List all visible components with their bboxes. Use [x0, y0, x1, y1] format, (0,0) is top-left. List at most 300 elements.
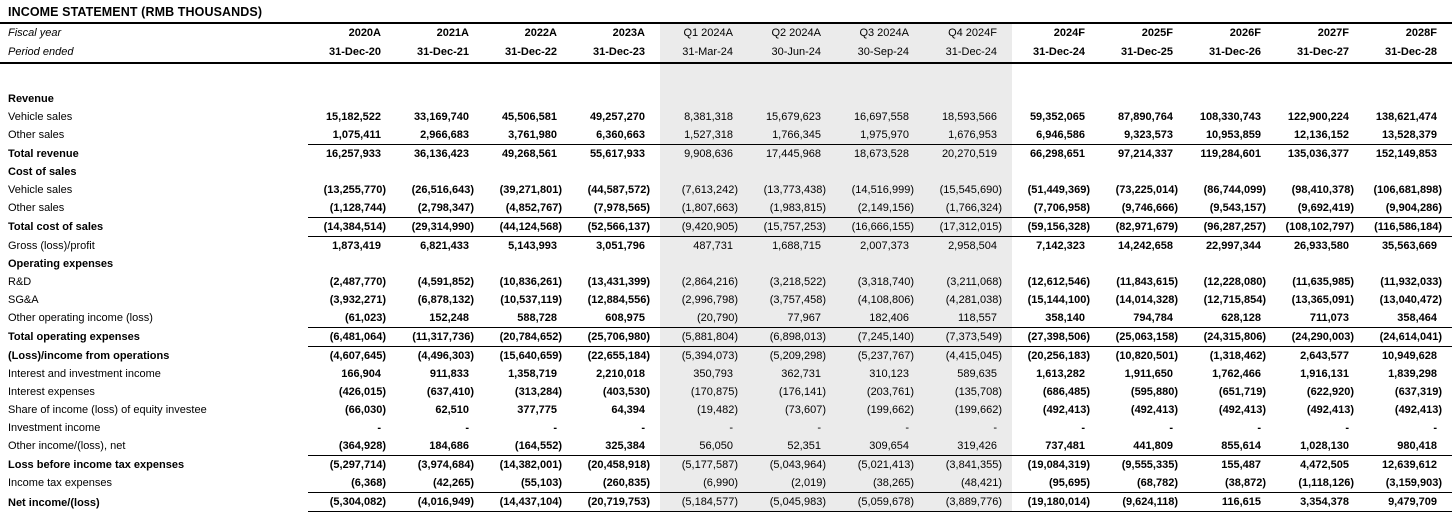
cell: (5,184,577) — [660, 493, 748, 512]
cell: 55,617,933 — [589, 148, 645, 160]
cell: (2,487,770) — [329, 276, 386, 288]
cell: (19,180,014) — [1012, 493, 1100, 512]
row-other-sales — [0, 199, 1452, 218]
cell — [748, 63, 836, 77]
cell: 1,527,318 — [660, 126, 748, 145]
cell: (6,990) — [660, 474, 748, 493]
row-label: Interest and investment income — [8, 368, 161, 380]
cell: 1,839,298 — [1388, 368, 1437, 380]
cell: (66,030) — [345, 404, 386, 416]
cell: 1,762,466 — [1212, 368, 1261, 380]
cell: (26,516,643) — [411, 184, 474, 196]
cell: 6,360,663 — [572, 126, 660, 145]
cell: 350,793 — [660, 365, 748, 383]
row-label: Cost of sales — [8, 166, 77, 178]
cell: (15,757,253) — [748, 218, 836, 237]
cell — [308, 255, 396, 273]
cell: (3,159,903) — [1364, 474, 1452, 493]
cell: (25,706,980) — [572, 328, 660, 347]
cell: (3,211,068) — [924, 273, 1012, 291]
cell: - — [553, 422, 557, 434]
cell — [396, 77, 484, 90]
cell — [1188, 255, 1276, 273]
cell: 10,949,628 — [1381, 350, 1437, 362]
cell: (86,744,099) — [1203, 184, 1266, 196]
cell: 10,953,859 — [1188, 126, 1276, 145]
cell: (4,016,949) — [396, 493, 484, 512]
cell: (11,317,736) — [396, 328, 484, 347]
cell: - — [377, 422, 381, 434]
row-label: Vehicle sales — [8, 184, 73, 196]
cell — [308, 77, 396, 90]
column-header-fiscal-year: Q4 2024F — [924, 24, 1012, 43]
cell: 64,394 — [611, 404, 645, 416]
column-header-period-ended: 31-Dec-25 — [1100, 43, 1188, 63]
cell — [1276, 77, 1364, 90]
cell: 155,487 — [1221, 459, 1261, 471]
cell — [1012, 255, 1100, 273]
cell: 8,381,318 — [660, 108, 748, 126]
cell: 3,761,980 — [484, 126, 572, 145]
cell: (10,836,261) — [499, 276, 562, 288]
cell: (51,449,369) — [1027, 184, 1090, 196]
row-label — [0, 63, 308, 77]
row-other-income-loss-net — [0, 437, 1452, 456]
cell: 441,809 — [1100, 437, 1188, 456]
cell — [748, 163, 836, 181]
cell — [1364, 163, 1452, 181]
cell: 588,728 — [484, 309, 572, 328]
cell: (313,284) — [514, 386, 562, 398]
cell: 22,997,344 — [1205, 240, 1261, 252]
cell — [1364, 63, 1452, 77]
cell: 9,908,636 — [660, 145, 748, 164]
cell: 1,873,419 — [332, 240, 381, 252]
cell: 7,142,323 — [1036, 240, 1085, 252]
row-share-of-income-loss-of-equity-investee — [0, 401, 1452, 419]
cell — [396, 255, 484, 273]
cell — [924, 63, 1012, 77]
cell: (14,382,001) — [499, 459, 562, 471]
row-income-tax-expenses — [0, 474, 1452, 493]
cell: 20,270,519 — [924, 145, 1012, 164]
cell: (6,898,013) — [748, 328, 836, 347]
cell: (6,878,132) — [417, 294, 474, 306]
cell: (13,773,438) — [748, 181, 836, 199]
cell — [572, 63, 660, 77]
row-label: Other sales — [8, 129, 65, 142]
cell: (5,021,413) — [836, 456, 924, 475]
cell — [1364, 77, 1452, 90]
cell — [924, 90, 1012, 108]
cell — [924, 163, 1012, 181]
cell: 1,613,282 — [1036, 368, 1085, 380]
cell: 1,975,970 — [836, 126, 924, 145]
column-header-fiscal-year: 2023A — [612, 27, 645, 39]
row-total-cost-of-sales — [0, 218, 1452, 237]
cell: (1,983,815) — [748, 199, 836, 218]
cell: 794,784 — [1100, 309, 1188, 328]
row-other-sales — [0, 126, 1452, 145]
cell — [748, 90, 836, 108]
cell — [572, 90, 660, 108]
cell: 66,298,651 — [1029, 148, 1085, 160]
cell — [1012, 63, 1100, 77]
cell: (106,681,898) — [1373, 184, 1442, 196]
cell: 15,679,623 — [748, 108, 836, 126]
row-label: Other sales — [8, 202, 65, 215]
cell: (13,040,472) — [1379, 294, 1442, 306]
cell: 980,418 — [1364, 437, 1452, 456]
row-revenue — [0, 90, 1452, 108]
cell: (15,144,100) — [1027, 294, 1090, 306]
cell — [1100, 163, 1188, 181]
cell: 62,510 — [435, 404, 469, 416]
cell: 5,143,993 — [508, 240, 557, 252]
cell: 152,248 — [396, 309, 484, 328]
cell: (7,706,958) — [1012, 199, 1100, 218]
fiscal-year-row — [0, 24, 1452, 43]
cell — [484, 255, 572, 273]
column-header-period-ended: 31-Dec-20 — [308, 43, 396, 63]
row-net-income-loss — [0, 493, 1452, 512]
column-header-period-ended: 31-Mar-24 — [660, 43, 748, 63]
cell: 911,833 — [429, 368, 469, 380]
row-r-d — [0, 273, 1452, 291]
row-total-operating-expenses — [0, 328, 1452, 347]
cell — [1364, 255, 1452, 273]
cell: (2,996,798) — [660, 291, 748, 309]
cell: (12,612,546) — [1027, 276, 1090, 288]
cell: (98,410,378) — [1291, 184, 1354, 196]
row-label: Total cost of sales — [8, 221, 104, 233]
cell — [660, 63, 748, 77]
cell: (68,782) — [1100, 474, 1188, 493]
row-cost-of-sales — [0, 163, 1452, 181]
cell — [1012, 77, 1100, 90]
cell — [1364, 90, 1452, 108]
cell — [1100, 90, 1188, 108]
cell: (5,237,767) — [836, 347, 924, 366]
cell: (595,880) — [1130, 386, 1178, 398]
cell: 2,958,504 — [924, 237, 1012, 256]
cell: (25,063,158) — [1100, 328, 1188, 347]
cell: (3,889,776) — [924, 493, 1012, 512]
cell: (5,043,964) — [748, 456, 836, 475]
row-label — [0, 77, 308, 90]
cell: (20,719,753) — [572, 493, 660, 512]
cell: (3,841,355) — [924, 456, 1012, 475]
cell: 3,354,378 — [1276, 493, 1364, 512]
row-label: Interest expenses — [8, 386, 95, 398]
cell: (3,932,271) — [329, 294, 386, 306]
cell: (7,245,140) — [836, 328, 924, 347]
cell: (492,413) — [1306, 404, 1354, 416]
cell: 358,464 — [1364, 309, 1452, 328]
cell: (96,287,257) — [1188, 218, 1276, 237]
cell: 122,900,224 — [1287, 111, 1349, 123]
cell: 12,639,612 — [1381, 459, 1437, 471]
cell: 309,654 — [836, 437, 924, 456]
cell: (11,932,033) — [1380, 276, 1442, 288]
cell — [660, 77, 748, 90]
cell — [572, 77, 660, 90]
cell — [1100, 63, 1188, 77]
cell: 737,481 — [1012, 437, 1100, 456]
cell: 2,007,373 — [836, 237, 924, 256]
cell: (44,124,568) — [484, 218, 572, 237]
cell: 628,128 — [1188, 309, 1276, 328]
cell: (199,662) — [836, 401, 924, 419]
row-operating-expenses — [0, 255, 1452, 273]
cell — [308, 90, 396, 108]
row-total-revenue — [0, 145, 1452, 164]
column-header-period-ended: 31-Dec-23 — [572, 43, 660, 63]
cell: 589,635 — [924, 365, 1012, 383]
cell: (199,662) — [924, 401, 1012, 419]
cell: (24,315,806) — [1188, 328, 1276, 347]
cell: 319,426 — [924, 437, 1012, 456]
cell: (7,613,242) — [660, 181, 748, 199]
cell: (73,225,014) — [1115, 184, 1178, 196]
cell: (403,530) — [602, 386, 650, 398]
cell: (19,084,319) — [1027, 459, 1090, 471]
cell: (16,666,155) — [836, 218, 924, 237]
column-header-period-ended: 31-Dec-28 — [1364, 43, 1452, 63]
cell: (4,281,038) — [924, 291, 1012, 309]
cell — [572, 163, 660, 181]
cell: (622,920) — [1306, 386, 1354, 398]
cell: (24,290,003) — [1276, 328, 1364, 347]
cell: (4,607,645) — [329, 350, 386, 362]
cell — [308, 63, 396, 77]
cell: (14,516,999) — [836, 181, 924, 199]
cell: (5,059,678) — [836, 493, 924, 512]
cell: (38,872) — [1188, 474, 1276, 493]
cell — [308, 163, 396, 181]
column-header-fiscal-year: 2026F — [1229, 27, 1261, 39]
cell: 166,904 — [341, 368, 381, 380]
cell: 1,911,650 — [1124, 368, 1173, 380]
column-header-period-ended: 31-Dec-22 — [484, 43, 572, 63]
cell: (3,318,740) — [836, 273, 924, 291]
cell: - — [924, 419, 1012, 437]
cell — [748, 255, 836, 273]
cell: 18,673,528 — [836, 145, 924, 164]
cell: (4,852,767) — [484, 199, 572, 218]
cell: (42,265) — [396, 474, 484, 493]
cell: 2,966,683 — [396, 126, 484, 145]
cell: - — [836, 419, 924, 437]
cell: - — [748, 419, 836, 437]
row-label: R&D — [8, 276, 32, 288]
cell: (20,458,918) — [587, 459, 650, 471]
cell: 9,479,709 — [1364, 493, 1452, 512]
cell: (9,624,118) — [1100, 493, 1188, 512]
cell: (9,692,419) — [1276, 199, 1364, 218]
cell: 377,775 — [517, 404, 557, 416]
cell: (55,103) — [484, 474, 572, 493]
cell: 77,967 — [748, 309, 836, 328]
cell — [836, 77, 924, 90]
cell: 2,643,577 — [1300, 350, 1349, 362]
cell: (2,864,216) — [660, 273, 748, 291]
period-ended-label: Period ended — [0, 43, 308, 63]
cell: (2,149,156) — [836, 199, 924, 218]
fiscal-year-label: Fiscal year — [8, 27, 62, 39]
cell — [1012, 163, 1100, 181]
cell: (59,156,328) — [1012, 218, 1100, 237]
cell: (48,421) — [924, 474, 1012, 493]
cell: (73,607) — [748, 401, 836, 419]
cell: (4,496,303) — [417, 350, 474, 362]
row-label: (Loss)/income from operations — [8, 349, 170, 362]
row-investment-income — [0, 419, 1452, 437]
cell: 1,358,719 — [508, 368, 557, 380]
row-label: Total operating expenses — [8, 331, 140, 343]
cell: - — [1081, 422, 1085, 434]
cell — [836, 255, 924, 273]
cell: (13,431,399) — [587, 276, 650, 288]
cell — [1100, 77, 1188, 90]
cell: (13,255,770) — [323, 184, 386, 196]
cell: (5,881,804) — [660, 328, 748, 347]
cell — [660, 255, 748, 273]
cell: (3,757,458) — [748, 291, 836, 309]
cell: 1,028,130 — [1276, 437, 1364, 456]
cell — [572, 255, 660, 273]
row-label: SG&A — [8, 294, 39, 306]
cell — [748, 77, 836, 90]
cell: (3,974,684) — [417, 459, 474, 471]
cell: (1,318,462) — [1209, 350, 1266, 362]
cell: (95,695) — [1012, 474, 1100, 493]
row-label: Net income/(loss) — [8, 496, 100, 509]
cell: - — [1169, 422, 1173, 434]
cell: 9,323,573 — [1100, 126, 1188, 145]
row-label: Investment income — [8, 422, 101, 434]
cell — [1276, 255, 1364, 273]
cell: 36,136,423 — [413, 148, 469, 160]
cell: (15,640,659) — [499, 350, 562, 362]
cell: 1,075,411 — [308, 126, 396, 145]
cell — [484, 63, 572, 77]
row-gross-loss-profit — [0, 237, 1452, 256]
cell: (9,420,905) — [660, 218, 748, 237]
cell: 6,821,433 — [420, 240, 469, 252]
cell: (5,394,073) — [660, 347, 748, 366]
cell: 135,036,377 — [1287, 148, 1349, 160]
cell: 26,933,580 — [1293, 240, 1349, 252]
cell: - — [660, 419, 748, 437]
cell: 45,506,581 — [501, 111, 557, 123]
row-label: Share of income (loss) of equity investee — [8, 404, 207, 416]
column-header-period-ended: 31-Dec-24 — [924, 43, 1012, 63]
column-header-fiscal-year: 2020A — [348, 27, 381, 39]
cell: (9,555,335) — [1121, 459, 1178, 471]
cell: 1,766,345 — [748, 126, 836, 145]
cell: (20,256,183) — [1027, 350, 1090, 362]
cell: (686,485) — [1042, 386, 1090, 398]
cell: (20,784,652) — [484, 328, 572, 347]
cell — [484, 163, 572, 181]
cell: 13,528,379 — [1364, 126, 1452, 145]
cell: (11,843,615) — [1116, 276, 1178, 288]
cell — [396, 63, 484, 77]
row-label: Gross (loss)/profit — [8, 239, 95, 252]
cell: (9,904,286) — [1364, 199, 1452, 218]
cell — [1188, 77, 1276, 90]
cell — [1100, 255, 1188, 273]
cell: (4,108,806) — [836, 291, 924, 309]
row-loss-before-income-tax-expenses — [0, 456, 1452, 475]
cell — [660, 90, 748, 108]
cell: 310,123 — [836, 365, 924, 383]
cell: 184,686 — [396, 437, 484, 456]
cell: (492,413) — [1042, 404, 1090, 416]
cell: (14,437,104) — [484, 493, 572, 512]
row-label: Operating expenses — [8, 258, 114, 270]
column-header-period-ended: 31-Dec-21 — [396, 43, 484, 63]
page-title: INCOME STATEMENT (RMB THOUSANDS) — [0, 0, 1452, 24]
cell: 49,257,270 — [589, 111, 645, 123]
column-header-fiscal-year: 2022A — [524, 27, 557, 39]
cell: (13,365,091) — [1291, 294, 1354, 306]
spacer-row — [0, 63, 1452, 77]
row-interest-and-investment-income — [0, 365, 1452, 383]
cell: 152,149,853 — [1375, 148, 1437, 160]
column-header-fiscal-year: 2028F — [1405, 27, 1437, 39]
cell: (492,413) — [1218, 404, 1266, 416]
column-header-period-ended: 30-Sep-24 — [836, 43, 924, 63]
cell: (5,304,082) — [308, 493, 396, 512]
cell: (637,410) — [426, 386, 474, 398]
cell: 1,688,715 — [748, 237, 836, 256]
statement-body — [0, 63, 1452, 512]
cell: (3,218,522) — [748, 273, 836, 291]
cell: (19,482) — [660, 401, 748, 419]
cell: (1,118,126) — [1276, 474, 1364, 493]
cell — [484, 90, 572, 108]
cell — [924, 255, 1012, 273]
cell — [396, 90, 484, 108]
row-other-operating-income-loss — [0, 309, 1452, 328]
cell: (203,761) — [836, 383, 924, 401]
cell: 52,351 — [748, 437, 836, 456]
column-header-fiscal-year: 2024F — [1053, 27, 1085, 39]
cell: (2,019) — [748, 474, 836, 493]
cell: (260,835) — [572, 474, 660, 493]
cell: (38,265) — [836, 474, 924, 493]
cell: (637,319) — [1394, 386, 1442, 398]
row-vehicle-sales — [0, 108, 1452, 126]
column-header-fiscal-year: 2027F — [1317, 27, 1349, 39]
cell — [1188, 63, 1276, 77]
cell: 3,051,796 — [596, 240, 645, 252]
cell: 49,268,561 — [501, 148, 557, 160]
cell: 108,330,743 — [1199, 111, 1261, 123]
cell: (10,537,119) — [500, 294, 562, 306]
cell: (176,141) — [748, 383, 836, 401]
cell: 17,445,968 — [748, 145, 836, 164]
cell — [1276, 90, 1364, 108]
column-header-fiscal-year: 2025F — [1141, 27, 1173, 39]
period-ended-row — [0, 43, 1452, 63]
cell: 97,214,337 — [1117, 148, 1173, 160]
cell: (7,978,565) — [572, 199, 660, 218]
cell — [1188, 90, 1276, 108]
spacer-row — [0, 77, 1452, 90]
